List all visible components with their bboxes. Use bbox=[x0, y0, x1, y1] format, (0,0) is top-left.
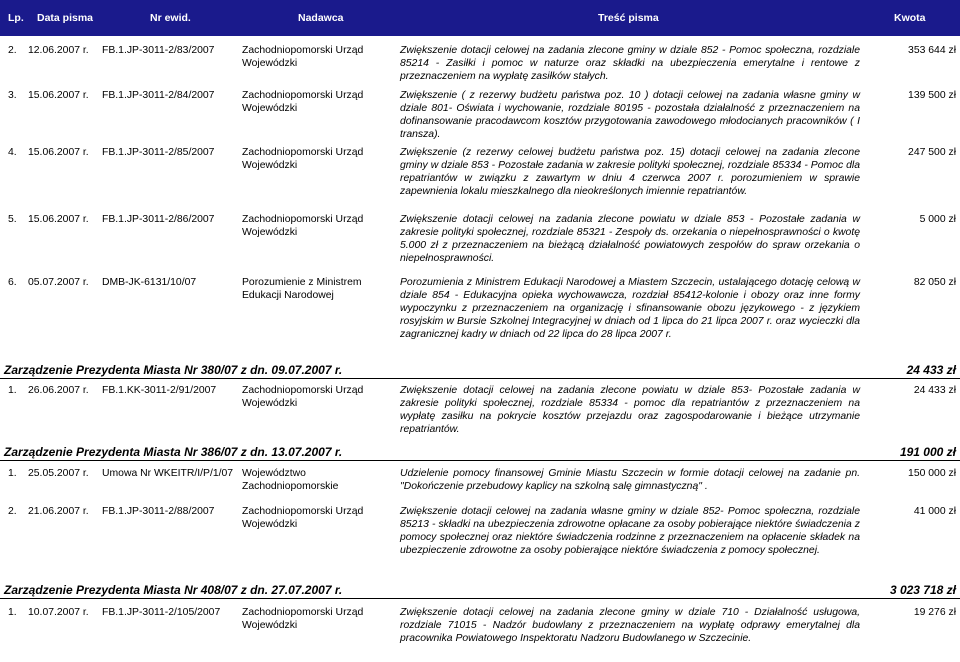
row-nr: DMB-JK-6131/10/07 bbox=[102, 277, 197, 288]
row-kwota: 150 000 zł bbox=[908, 468, 956, 479]
row-date: 10.07.2007 r. bbox=[28, 607, 89, 618]
row-nadawca: Zachodniopomorski Urząd Wojewódzki bbox=[242, 607, 364, 631]
header-data: Data pisma bbox=[37, 12, 94, 24]
row-date: 05.07.2007 r. bbox=[28, 277, 89, 288]
row-date: 15.06.2007 r. bbox=[28, 147, 89, 158]
row-nadawca: Zachodniopomorski Urząd Wojewódzki bbox=[242, 385, 364, 409]
section-title: Zarządzenie Prezydenta Miasta Nr 408/07 z dn. 27.07.2007 r. bbox=[4, 583, 343, 597]
row-date: 26.06.2007 r. bbox=[28, 385, 89, 396]
row-kwota: 247 500 zł bbox=[908, 147, 956, 158]
row-nr: FB.1.JP-3011-2/83/2007 bbox=[102, 45, 215, 56]
row-kwota: 139 500 zł bbox=[908, 90, 956, 101]
row-tresc: Zwiększenie dotacji celowej na zadania własne gminy w dziale 852- Pomoc społeczna, rozdziale 85213 - składki na ubezpieczenia zdrowotne opłacane za osoby pobierające niektóre świadczenia z pomocy społecznej oraz niektóre świadczenia rodzinne z przeznaczeniem na opłacenie składek na ubezpieczenie zdrowotne za osoby pobierające niektóre świadczenia z pomocy społecznej. bbox=[400, 506, 860, 556]
row-nr: FB.1.KK-3011-2/91/2007 bbox=[102, 385, 217, 396]
row-nadawca: Zachodniopomorski Urząd Wojewódzki bbox=[242, 214, 364, 238]
row-lp: 5. bbox=[8, 214, 17, 225]
row-lp: 6. bbox=[8, 277, 17, 288]
row-date: 25.05.2007 r. bbox=[28, 468, 89, 479]
row-lp: 2. bbox=[8, 45, 17, 56]
row-nr: FB.1.JP-3011-2/85/2007 bbox=[102, 147, 215, 158]
row-tresc: Zwiększenie dotacji celowej na zadania zlecone powiatu w dziale 853 - Pozostałe zadania w zakresie polityki społecznej, rozdziale 85321 - Zespoły ds. orzekania o niepełnosprawności o kwotę 5.000 zł z przeznaczeniem na bieżącą działalność powiatowych zespołów do spraw orzekania o niepełnosprawności. bbox=[400, 214, 860, 264]
row-date: 12.06.2007 r. bbox=[28, 45, 89, 56]
row-nr: FB.1.JP-3011-2/84/2007 bbox=[102, 90, 215, 101]
row-tresc: Zwiększenie dotacji celowej na zadania zlecone gminy w dziale 710 - Działalność usługowa, rozdziale 71015 - Nadzór budowlany z przeznaczeniem na wypłatę odprawy emerytalnej dla pracownika Powiatowego Inspektoratu Nadzoru Budowlanego w Szczecinie. bbox=[400, 607, 860, 644]
row-kwota: 82 050 zł bbox=[913, 277, 956, 288]
row-nr: FB.1.JP-3011-2/105/2007 bbox=[102, 607, 221, 618]
row-tresc: Udzielenie pomocy finansowej Gminie Miastu Szczecin w formie dotacji celowej na zadanie pn. "Dokończenie przebudowy kaplicy na szkolną salę gimnastyczną" . bbox=[400, 468, 860, 492]
header-kwota: Kwota bbox=[894, 12, 926, 24]
row-nr: FB.1.JP-3011-2/86/2007 bbox=[102, 214, 215, 225]
row-tresc: Zwiększenie (z rezerwy celowej budżetu państwa poz. 15) dotacji celowej na zadania zlecone gminy w dziale 853 - Pozostałe zadania w zakresie polityki społecznej, rozdziale 85334 - Pomoc dla repatriantów w związku z zawartym w dniu 4 czerwca 2007 r. porozumieniem w sprawie zapewnienia lokalu mieszkalnego dla nieokreślonych imiennie repatriantów. bbox=[400, 147, 860, 197]
row-lp: 4. bbox=[8, 147, 17, 158]
section-title: Zarządzenie Prezydenta Miasta Nr 380/07 z dn. 09.07.2007 r. bbox=[4, 363, 343, 377]
row-kwota: 24 433 zł bbox=[913, 385, 956, 396]
section-amount: 24 433 zł bbox=[906, 363, 956, 377]
row-lp: 1. bbox=[8, 607, 17, 618]
row-nadawca: Województwo Zachodniopomorskie bbox=[242, 468, 339, 492]
row-nadawca: Zachodniopomorski Urząd Wojewódzki bbox=[242, 506, 364, 530]
row-nadawca: Zachodniopomorski Urząd Wojewódzki bbox=[242, 147, 364, 171]
section-header bbox=[0, 360, 960, 379]
row-date: 15.06.2007 r. bbox=[28, 90, 89, 101]
row-lp: 2. bbox=[8, 506, 17, 517]
row-kwota: 19 276 zł bbox=[913, 607, 956, 618]
row-kwota: 41 000 zł bbox=[913, 506, 956, 517]
row-lp: 1. bbox=[8, 385, 17, 396]
row-kwota: 353 644 zł bbox=[908, 45, 956, 56]
row-tresc: Zwiększenie ( z rezerwy budżetu państwa poz. 10 ) dotacji celowej na zadania własne gminy w dziale 801- Oświata i wychowanie, rozdziale 80195 - pozostała działalność z przeznaczeniem na dofinansowanie pracodawcom kosztów przygotowania zawodowego młodocianych pracowników ( I transza). bbox=[400, 90, 860, 140]
row-nadawca: Zachodniopomorski Urząd Wojewódzki bbox=[242, 90, 364, 114]
row-lp: 1. bbox=[8, 468, 17, 479]
row-tresc: Zwiększenie dotacji celowej na zadania zlecone gminy w dziale 852 - Pomoc społeczna, rozdziale 85214 - Zasiłki i pomoc w naturze oraz składki na ubezpieczenia emerytalne i rentowe z przeznaczeniem na wypłatę zasiłków stałych. bbox=[400, 45, 860, 82]
row-nadawca: Zachodniopomorski Urząd Wojewódzki bbox=[242, 45, 364, 69]
row-date: 21.06.2007 r. bbox=[28, 506, 89, 517]
section-title: Zarządzenie Prezydenta Miasta Nr 386/07 z dn. 13.07.2007 r. bbox=[4, 445, 343, 459]
row-nr: Umowa Nr WKEITR/I/P/1/07 bbox=[102, 468, 234, 479]
header-nadawca: Nadawca bbox=[298, 12, 344, 24]
section-amount: 3 023 718 zł bbox=[889, 583, 956, 597]
row-date: 15.06.2007 r. bbox=[28, 214, 89, 225]
row-kwota: 5 000 zł bbox=[919, 214, 956, 225]
header-lp: Lp. bbox=[8, 12, 24, 24]
section-amount: 191 000 zł bbox=[899, 445, 956, 459]
header-nr: Nr ewid. bbox=[150, 12, 191, 24]
row-tresc: Porozumienia z Ministrem Edukacji Narodowej a Miastem Szczecin, ustalającego dotację celową w dziale 854 - Edukacyjna opieka wychowawcza, rozdział 85412-kolonie i obozy oraz inne formy wypoczynku z przeznaczeniem na organizację i sfinansowanie obozu językowego - z językiem rosyjskim w Bursie Szkolnej Integracyjnej w dniach od 1 lipca do 21 lipca 2007 r. oraz wycieczki dla zagranicznej kadry w dniach od 22 lipca do 28 lipca 2007 r. bbox=[400, 277, 860, 340]
row-lp: 3. bbox=[8, 90, 17, 101]
section-header bbox=[0, 580, 960, 599]
table-header bbox=[0, 0, 960, 36]
row-tresc: Zwiększenie dotacji celowej na zadania zlecone powiatu w dziale 853- Pozostałe zadania w zakresie polityki społecznej, rozdziale 85334 - pomoc dla repatriantów z przeznaczeniem na wypłatę zasiłku na pokrycie kosztów przejazdu oraz zagospodarowanie i bieżące utrzymanie repatriantów. bbox=[400, 385, 860, 435]
section-header bbox=[0, 442, 960, 461]
row-nr: FB.1.JP-3011-2/88/2007 bbox=[102, 506, 215, 517]
row-nadawca: Porozumienie z Ministrem Edukacji Narodowej bbox=[242, 277, 362, 301]
header-tresc: Treść pisma bbox=[598, 12, 659, 24]
